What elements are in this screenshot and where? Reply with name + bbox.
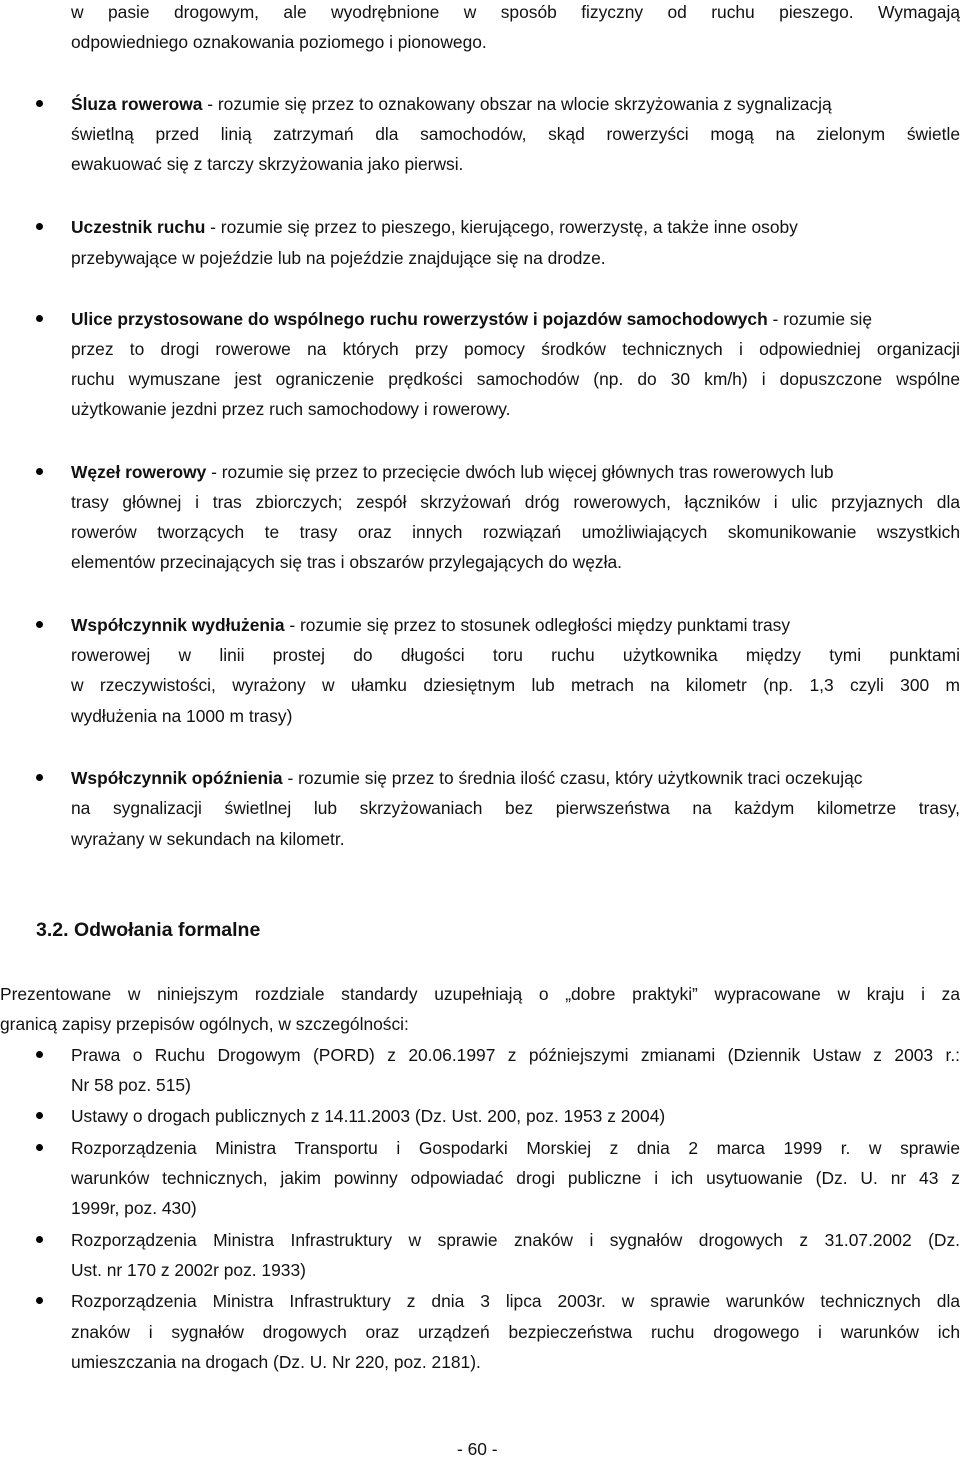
definition-line: przebywające w pojeździe lub na pojeździe znajdujące się na drodze. — [71, 248, 606, 268]
list-item-line: Rozporządzenia Ministra Transportu i Gospodarki Morskiej z dnia 2 marca 1999 r. w sprawie — [71, 1138, 960, 1158]
definition-text: - rozumie się przez to pieszego, kierującego, rowerzystę, a także inne osoby — [205, 217, 798, 237]
bullet-icon — [36, 1236, 43, 1243]
list-item-line: 1999r, poz. 430) — [71, 1198, 197, 1218]
definition-term: Współczynnik wydłużenia — [71, 615, 285, 635]
list-item-line: Rozporządzenia Ministra Infrastruktury z dnia 3 lipca 2003r. w sprawie warunków technicznych dla — [71, 1291, 960, 1311]
definition-text: - rozumie się przez to średnia ilość czasu, który użytkownik traci oczekując — [282, 768, 863, 788]
list-item-line: umieszczania na drogach (Dz. U. Nr 220, poz. 2181). — [71, 1352, 481, 1372]
definition-line: rowerów tworzących te trasy oraz innych rozwiązań umożliwiających skomunikowanie wszystkich — [71, 522, 960, 542]
definition-line: ruchu wymuszane jest ograniczenie prędkości samochodów (np. do 30 km/h) i dopuszczone wspólne — [71, 369, 960, 389]
list-item-line: Rozporządzenia Ministra Infrastruktury w sprawie znaków i sygnałów drogowych z 31.07.2002 (Dz. — [71, 1230, 960, 1250]
definition-line: przez to drogi rowerowe na których przy pomocy środków technicznych i odpowiedniej organizacji — [71, 339, 960, 359]
bullet-icon — [36, 100, 43, 107]
list-item-line: Prawa o Ruchu Drogowym (PORD) z 20.06.1997 z późniejszymi zmianami (Dziennik Ustaw z 2003 r.: — [71, 1045, 960, 1065]
bullet-icon — [36, 1297, 43, 1304]
definition-line: w rzeczywistości, wyrażony w ułamku dziesiętnym lub metrach na kilometr (np. 1,3 czyli 300 m — [71, 675, 960, 695]
section-intro-line: granicą zapisy przepisów ogólnych, w szczególności: — [0, 1014, 409, 1034]
definition-line: użytkowanie jezdni przez ruch samochodowy i rowerowy. — [71, 399, 511, 419]
definition-term: Uczestnik ruchu — [71, 217, 206, 237]
section-intro-line: Prezentowane w niniejszym rozdziale standardy uzupełniają o „dobre praktyki” wypracowane w kraju i za — [0, 984, 960, 1004]
list-item-line: Nr 58 poz. 515) — [71, 1075, 191, 1095]
list-item-line: Ust. nr 170 z 2002r poz. 1933) — [71, 1260, 306, 1280]
list-item-line: znaków i sygnałów drogowych oraz urządzeń bezpieczeństwa ruchu drogowego i warunków ich — [71, 1322, 960, 1342]
definition-line: na sygnalizacji świetlnej lub skrzyżowaniach bez pierwszeństwa na każdym kilometrze trasy, — [71, 798, 960, 818]
section-number: 3.2. — [36, 919, 69, 941]
definition-text: - rozumie się przez to stosunek odległości między punktami trasy — [284, 615, 791, 635]
definition-term: Śluza rowerowa — [71, 94, 203, 114]
definition-line — [71, 215, 798, 239]
definition-line: świetlną przed linią zatrzymań dla samochodów, skąd rowerzyści mogą na zielonym świetle — [71, 124, 960, 144]
definition-line: wyrażany w sekundach na kilometr. — [71, 829, 345, 849]
paragraph-line: w pasie drogowym, ale wyodrębnione w sposób fizyczny od ruchu pieszego. Wymagają — [71, 2, 960, 22]
section-title: Odwołania formalne — [73, 919, 261, 941]
definition-term: Współczynnik opóźnienia — [71, 768, 283, 788]
bullet-icon — [36, 468, 43, 475]
definition-line: wydłużenia na 1000 m trasy) — [71, 706, 293, 726]
definition-line — [71, 460, 834, 484]
section-heading — [36, 917, 260, 943]
list-item-line: Ustawy o drogach publicznych z 14.11.2003 (Dz. Ust. 200, poz. 1953 z 2004) — [71, 1106, 666, 1126]
bullet-icon — [36, 223, 43, 230]
definition-term: Węzeł rowerowy — [71, 462, 207, 482]
page-number: - 60 - — [457, 1439, 498, 1459]
bullet-icon — [36, 1051, 43, 1058]
bullet-icon — [36, 1144, 43, 1151]
definition-line — [71, 613, 790, 637]
definition-line: elementów przecinających się tras i obszarów przylegających do węzła. — [71, 552, 622, 572]
paragraph-line: odpowiedniego oznakowania poziomego i pionowego. — [71, 32, 487, 52]
bullet-icon — [36, 1112, 43, 1119]
definition-line — [71, 766, 863, 790]
definition-line: rowerowej w linii prostej do długości toru ruchu użytkownika między tymi punktami — [71, 645, 960, 665]
definition-text: - rozumie się przez to oznakowany obszar na wlocie skrzyżowania z sygnalizacją — [202, 94, 832, 114]
definition-line: ewakuować się z tarczy skrzyżowania jako pierwsi. — [71, 154, 464, 174]
definition-line: trasy głównej i tras zbiorczych; zespół skrzyżowań dróg rowerowych, łączników i ulic przyjaznych dla — [71, 492, 960, 512]
definition-term: Ulice przystosowane do wspólnego ruchu rowerzystów i pojazdów samochodowych — [71, 309, 768, 329]
bullet-icon — [36, 621, 43, 628]
definition-text: - rozumie się przez to przecięcie dwóch lub więcej głównych tras rowerowych lub — [206, 462, 834, 482]
list-item-line: warunków technicznych, jakim powinny odpowiadać drogi publiczne i ich usytuowanie (Dz. U. nr 43 z — [71, 1168, 960, 1188]
bullet-icon — [36, 774, 43, 781]
definition-line — [71, 92, 832, 116]
definition-text: - rozumie się — [767, 309, 873, 329]
bullet-icon — [36, 315, 43, 322]
definition-line — [71, 307, 872, 331]
